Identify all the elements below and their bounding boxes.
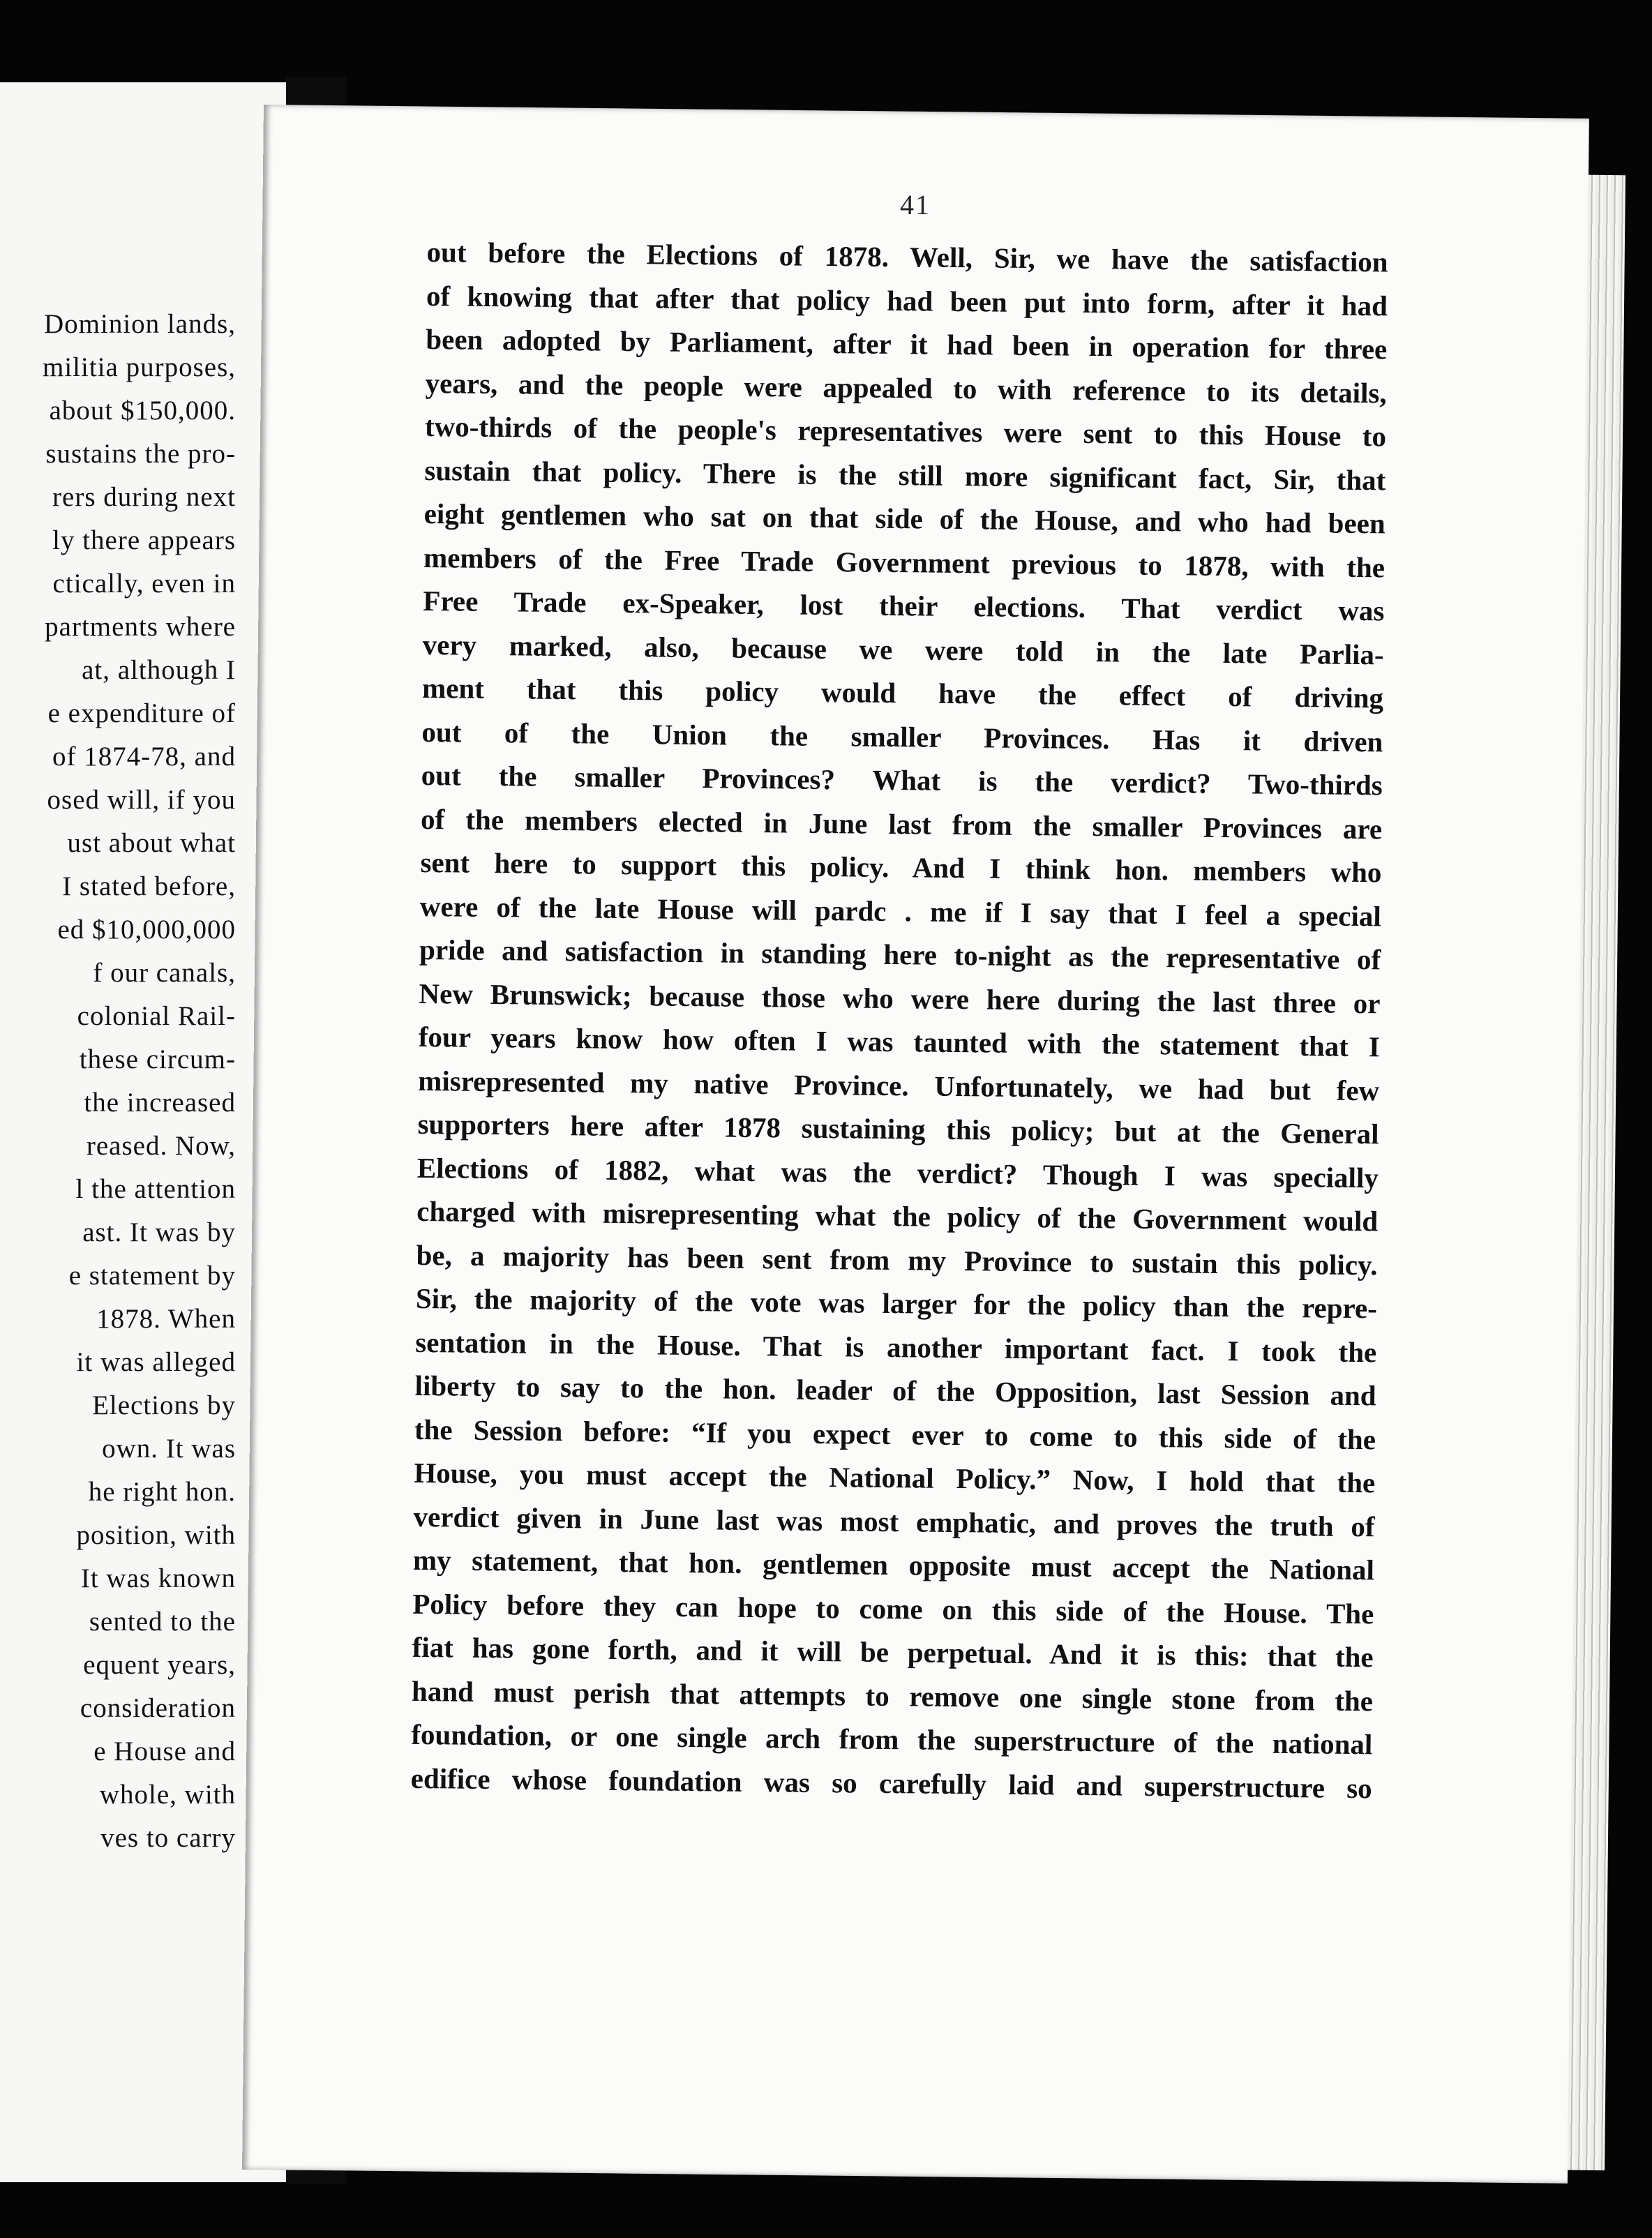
left-text-line: rers during next [52, 482, 236, 512]
left-text-line: militia purposes, [43, 352, 236, 382]
left-text-line: e House and [93, 1736, 236, 1766]
left-text-line: consideration [80, 1693, 236, 1723]
text-line: were of the late House will pardc . me if I say that I feel a special [419, 889, 1382, 932]
text-line: edifice whose foundation was so carefully laid and superstructure so [410, 1762, 1372, 1804]
text-line: out before the Elections of 1878. Well, Sir, we have the satisfaction [426, 235, 1388, 278]
text-line: four years know how often I was taunted with the statement that I [418, 1020, 1381, 1063]
text-line: ment that this policy would have the effect of driving [421, 671, 1384, 714]
left-text-line: e expenditure of [47, 698, 236, 728]
text-line: eight gentlemen who sat on that side of the House, and who had been [423, 497, 1386, 540]
text-line: of knowing that after that policy had been put into form, after it had [426, 279, 1388, 322]
left-text-line: at, although I [82, 655, 236, 685]
text-line: liberty to say to the hon. leader of the Opposition, last Session and [414, 1369, 1376, 1412]
left-text-line: ust about what [67, 828, 236, 858]
text-line: foundation, or one single arch from the superstructure of the national [411, 1718, 1373, 1761]
left-text-line: of 1874-78, and [52, 742, 236, 772]
text-line: Free Trade ex-Speaker, lost their elections. That verdict was [423, 584, 1385, 627]
text-line: out of the Union the smaller Provinces. Has it driven [421, 715, 1383, 758]
text-line: House, you must accept the National Policy.” Now, I hold that the [414, 1456, 1376, 1499]
text-line: of the members elected in June last from the smaller Provinces are [420, 802, 1383, 845]
text-line: members of the Free Trade Government previous to 1878, with the [423, 541, 1386, 583]
left-text-line: ly there appears [52, 525, 236, 555]
left-text-line: the increased [84, 1088, 236, 1118]
text-line: supporters here after 1878 sustaining this policy; but at the General [417, 1107, 1379, 1150]
left-text-line: 1878. When [96, 1304, 236, 1334]
left-text-line: ves to carry [100, 1823, 236, 1853]
text-line: sentation in the House. That is another important fact. I took the [415, 1325, 1377, 1368]
left-text-line: It was known [80, 1563, 236, 1593]
text-line: years, and the people were appealed to with reference to its details, [425, 366, 1387, 409]
left-text-line: he right hon. [88, 1477, 236, 1507]
left-text-line: Dominion lands, [44, 309, 236, 339]
text-line: my statement, that hon. gentlemen opposite must accept the National [412, 1543, 1375, 1586]
left-text-line: colonial Rail- [77, 1001, 236, 1031]
left-text-line: equent years, [83, 1650, 236, 1680]
left-text-line: ctically, even in [52, 569, 236, 599]
left-text-line: about $150,000. [49, 396, 236, 426]
left-text-line: reased. Now, [86, 1131, 236, 1161]
left-page-text [0, 303, 236, 1860]
left-text-line: it was alleged [76, 1347, 236, 1377]
left-text-line: Elections by [92, 1390, 236, 1420]
text-line: be, a majority has been sent from my Province to sustain this policy. [416, 1238, 1378, 1281]
text-line: misrepresented my native Province. Unfortunately, we had but few [417, 1064, 1380, 1106]
left-text-line: partments where [45, 612, 236, 642]
text-line: two-thirds of the people's representatives were sent to this House to [424, 410, 1387, 453]
left-text-line: ast. It was by [82, 1217, 236, 1247]
text-line: the Session before: “If you expect ever to come to this side of the [414, 1413, 1376, 1455]
page-number: 41 [900, 189, 931, 220]
left-text-line: sustains the pro- [45, 439, 236, 469]
text-line: Sir, the majority of the vote was larger for the policy than the repre- [415, 1282, 1378, 1325]
left-text-line: ed $10,000,000 [57, 915, 236, 945]
text-line: charged with misrepresenting what the policy of the Government would [416, 1194, 1379, 1238]
text-line: sustain that policy. There is the still more significant fact, Sir, that [424, 453, 1386, 496]
left-text-line: own. It was [102, 1434, 236, 1464]
left-text-line: sented to the [89, 1607, 236, 1637]
text-line: out the smaller Provinces? What is the verdict? Two-thirds [421, 758, 1383, 802]
left-text-line: I stated before, [62, 871, 236, 901]
left-text-line: l the attention [75, 1174, 236, 1204]
page-body-text [410, 230, 1388, 1810]
left-text-line: f our canals, [93, 958, 236, 988]
text-line: hand must perish that attempts to remove one single stone from the [411, 1674, 1374, 1717]
text-line: very marked, also, because we were told in the late Parlia- [422, 628, 1384, 670]
text-line: pride and satisfaction in standing here to-night as the representative of [419, 933, 1381, 976]
text-line: fiat has gone forth, and it will be perpetual. And it is this: that the [412, 1630, 1374, 1674]
left-text-line: these circum- [79, 1044, 236, 1074]
text-line: Policy before they can hope to come on this side of the House. The [412, 1587, 1374, 1630]
text-line: been adopted by Parliament, after it had been in operation for three [426, 322, 1388, 366]
text-line: New Brunswick; because those who were here during the last three or [419, 977, 1381, 1019]
left-text-line: osed will, if you [47, 785, 236, 815]
text-line: sent here to support this policy. And I think hon. members who [420, 846, 1382, 889]
text-line: Elections of 1882, what was the verdict? Though I was specially [416, 1151, 1379, 1194]
text-line: verdict given in June last was most emphatic, and proves the truth of [413, 1500, 1375, 1542]
left-text-line: position, with [76, 1520, 236, 1550]
left-text-line: whole, with [99, 1780, 236, 1810]
left-text-line: e statement by [68, 1261, 236, 1291]
